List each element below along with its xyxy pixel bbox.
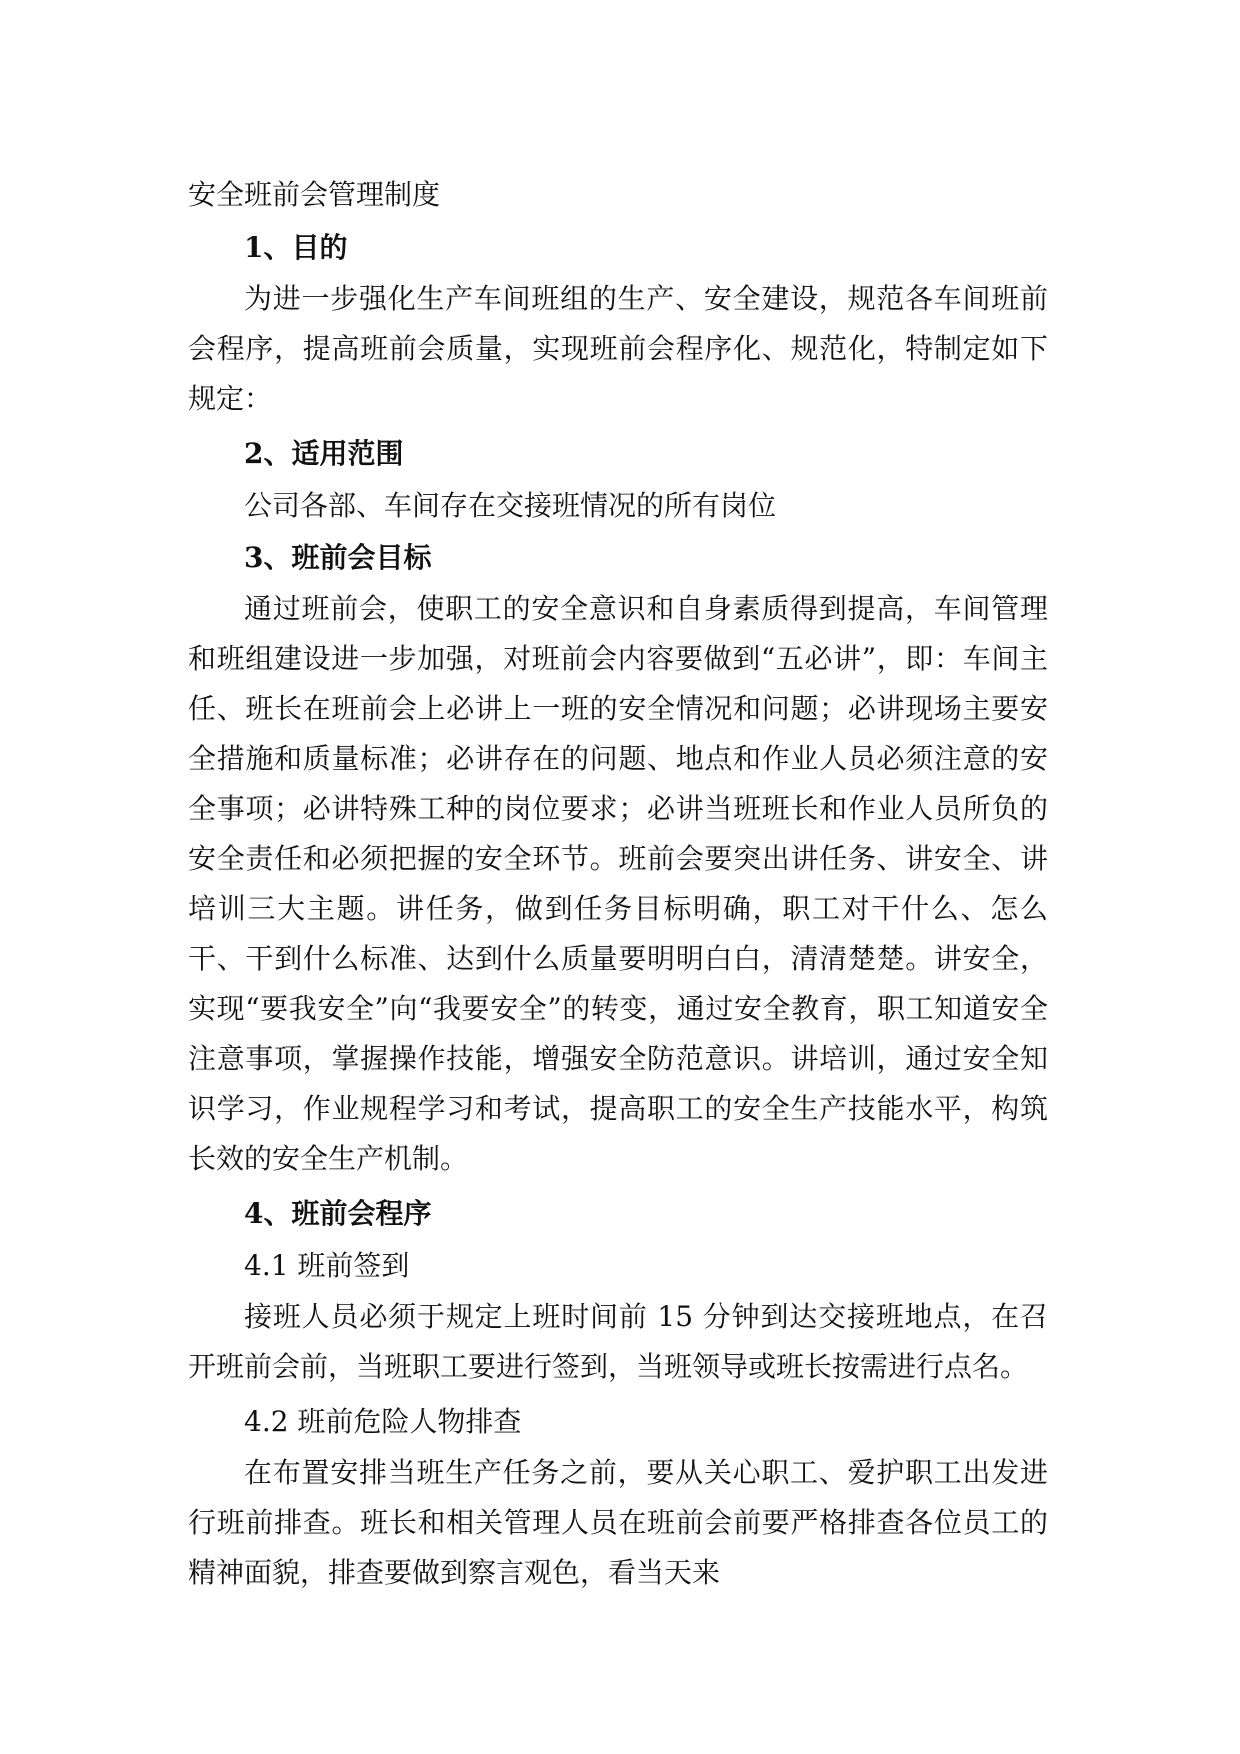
section-heading-purpose: 1、目的 [244,231,348,264]
document-title: 安全班前会管理制度 [188,178,441,211]
section-paragraph-goals: 通过班前会，使职工的安全意识和自身素质得到提高，车间管理和班组建设进一步加强，对班前会内容要做到“五必讲”，即：车间主任、班长在班前会上必讲上一班的安全情况和问题；必讲现场主要安全措施和质量标准；必讲存在的问题、地点和作业人员必须注意的安全事项；必讲特殊工种的岗位要求；必讲当班班长和作业人员所负的安全责任和必须把握的安全环节。班前会要突出讲任务、讲安全、讲培训三大主题。讲任务，做到任务目标明确，职工对干什么、怎么干、干到什么标准、达到什么质量要明明白白，清清楚楚。讲安全，实现“要我安全”向“我要安全”的转变，通过安全教育，职工知道安全注意事项，掌握操作技能，增强安全防范意识。讲培训，通过安全知识学习，作业规程学习和考试，提高职工的安全生产技能水平，构筑长效的安全生产机制。 [188,592,1048,1175]
section-paragraph-purpose: 为进一步强化生产车间班组的生产、安全建设，规范各车间班前会程序，提高班前会质量，实现班前会程序化、规范化，特制定如下规定： [188,282,1048,415]
section-heading-goals: 3、班前会目标 [244,541,432,574]
subsection-paragraph-signin: 接班人员必须于规定上班时间前 15 分钟到达交接班地点，在召开班前会前，当班职工要进行签到，当班领导或班长按需进行点名。 [188,1300,1048,1383]
section-heading-scope: 2、适用范围 [244,437,404,470]
subsection-heading-signin: 4.1 班前签到 [244,1249,410,1282]
section-paragraph-scope: 公司各部、车间存在交接班情况的所有岗位 [244,489,777,522]
subsection-heading-screening: 4.2 班前危险人物排查 [244,1405,522,1438]
section-heading-procedure: 4、班前会程序 [244,1197,432,1230]
subsection-paragraph-screening: 在布置安排当班生产任务之前，要从关心职工、爱护职工出发进行班前排查。班长和相关管理人员在班前会前要严格排查各位员工的精神面貌，排查要做到察言观色，看当天来 [188,1456,1048,1589]
document-body [188,172,1048,1602]
